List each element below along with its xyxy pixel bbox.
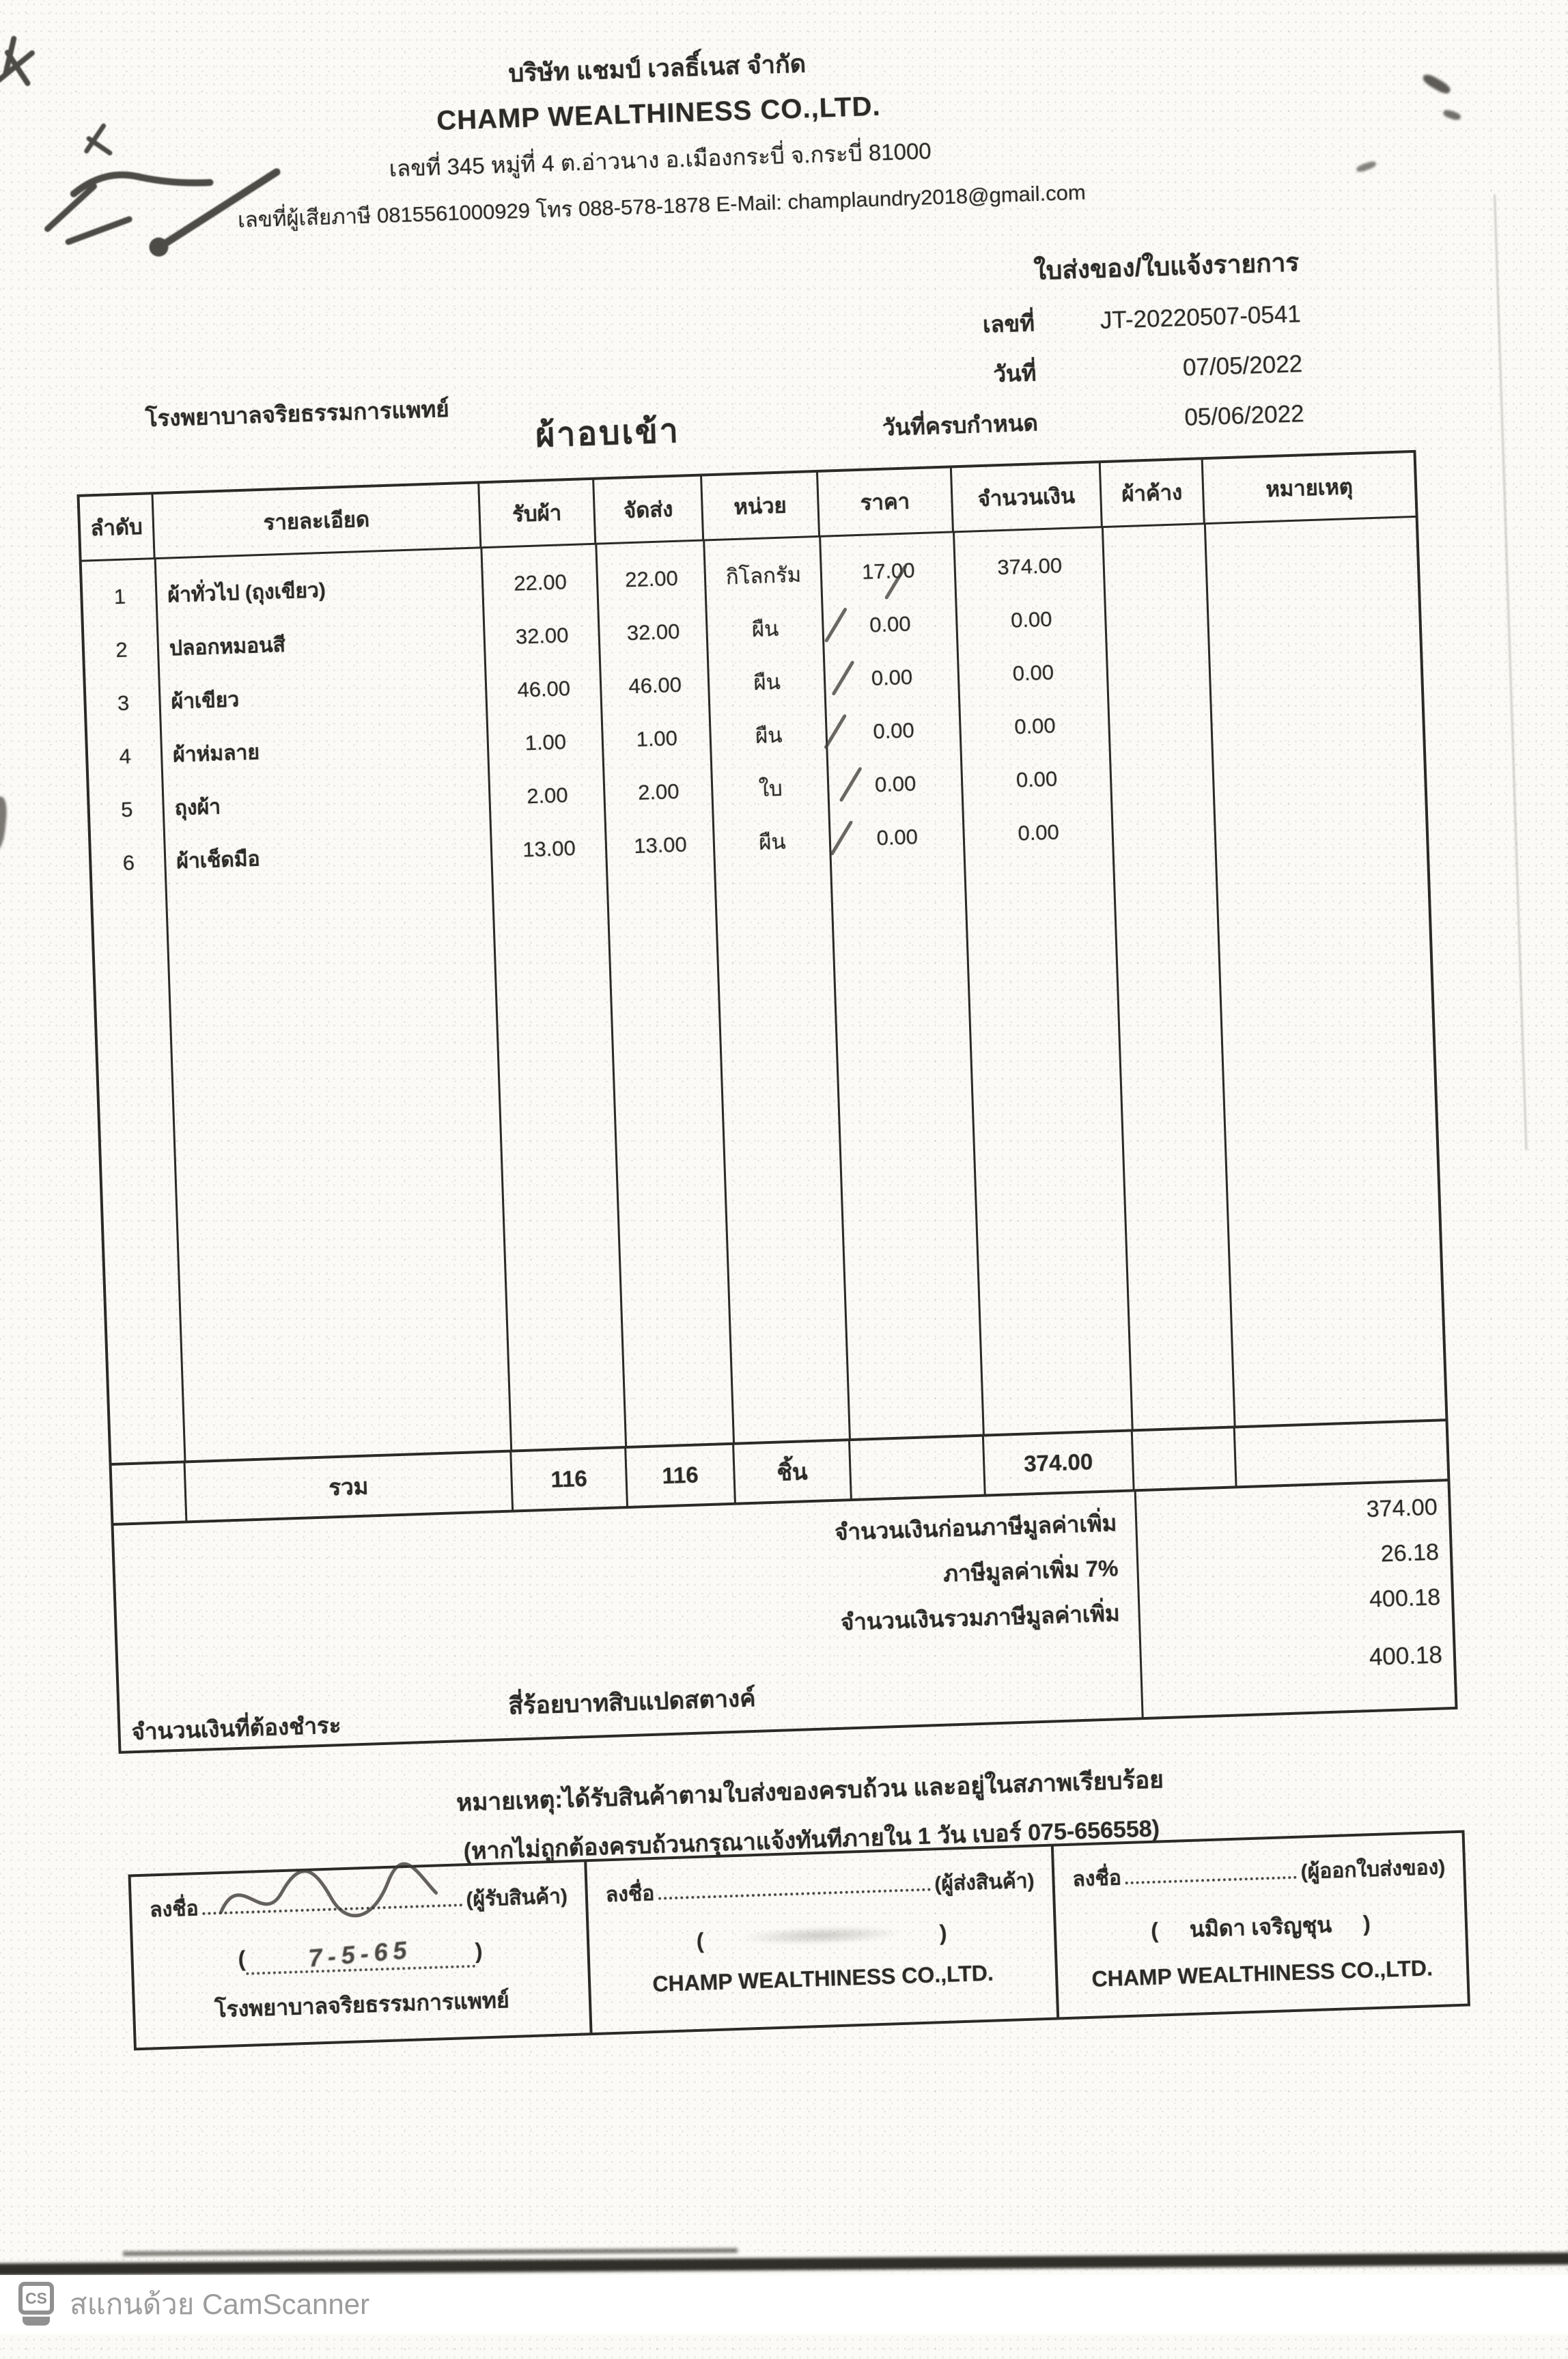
signature-box-sender [587, 1844, 1059, 2036]
camscanner-footer [0, 2275, 1568, 2334]
paren-open: ( [238, 1946, 246, 1972]
doc-due-value: 05/06/2022 [1184, 400, 1305, 432]
cell-amount: 0.00 [1010, 606, 1053, 632]
summary-section [114, 1481, 1455, 1751]
doc-no-label: เลขที่ [982, 310, 1035, 337]
cell-no: 6 [122, 850, 135, 875]
col-header-unit: หน่วย [702, 473, 820, 540]
cell-unit: ผืน [753, 669, 781, 695]
summary-grandtotal-value: 400.18 [1369, 1584, 1441, 1613]
col-header-delivered: จัดส่ง [594, 477, 704, 543]
sign-prefix: ลงชื่อ [1072, 1867, 1122, 1891]
paren-close: ) [1362, 1911, 1371, 1936]
signer-name: นมิดา เจริญชุน [1189, 1912, 1332, 1942]
cell-unit: ใบ [758, 776, 783, 802]
scan-smudge [1421, 72, 1453, 96]
handwritten-signature [212, 1856, 447, 1931]
paren-open: ( [1150, 1918, 1159, 1943]
summary-vat-value: 26.18 [1380, 1539, 1440, 1567]
summary-subtotal-value: 374.00 [1366, 1494, 1438, 1523]
cell-no: 3 [117, 690, 130, 716]
faded-name-smudge [740, 1924, 904, 1947]
company-taxid-line: เลขที่ผู้เสียภาษี 0815561000929 โทร 088-578-1878 E-Mail: champlaundry2018@gmail.com [237, 180, 1087, 232]
cell-unit: ผืน [758, 829, 787, 855]
cell-received: 2.00 [526, 783, 569, 809]
sign-role: (ผู้รับสินค้า) [465, 1885, 568, 1912]
cell-received: 46.00 [516, 676, 571, 702]
cell-price: 0.00 [871, 665, 913, 690]
col-header-no: ลำดับ [80, 494, 156, 560]
col-header-amount: จำนวนเงิน [952, 463, 1103, 531]
company-address: เลขที่ 345 หมู่ที่ 4 ต.อ่าวนาง อ.เมืองกระบี่ จ.กระบี่ 81000 [389, 138, 932, 182]
signer-organization: CHAMP WEALTHINESS CO.,LTD. [652, 1960, 994, 1997]
col-header-description: รายละเอียด [154, 484, 482, 557]
scan-smudge [0, 796, 9, 852]
cell-no: 5 [120, 797, 133, 822]
cell-amount: 374.00 [996, 553, 1063, 580]
cell-delivered: 13.00 [633, 832, 688, 859]
cell-description: ถุงผ้า [174, 795, 221, 820]
cell-no: 1 [113, 584, 126, 609]
cell-delivered: 22.00 [624, 566, 679, 592]
total-unit: ชิ้น [734, 1441, 852, 1503]
company-header [76, 29, 1243, 242]
sign-role: (ผู้ออกใบส่งของ) [1300, 1856, 1446, 1884]
camscanner-label: สแกนด้วย CamScanner [70, 2288, 370, 2320]
amount-due-label: จำนวนเงินที่ต้องชำระ [130, 1712, 341, 1745]
signature-section [128, 1830, 1470, 2051]
cell-delivered: 32.00 [626, 619, 680, 645]
cell-description: ผ้าห่มลาย [172, 740, 260, 766]
total-received: 116 [512, 1449, 628, 1510]
cell-amount: 0.00 [1016, 766, 1058, 792]
company-name-th: บริษัท แชมป์ เวลธิ์เนส จำกัด [507, 49, 807, 87]
paren-open: ( [696, 1928, 705, 1953]
cell-unit: ผืน [751, 616, 779, 642]
cell-description: ผ้าเขียว [171, 688, 240, 713]
sign-role: (ผู้ส่งสินค้า) [934, 1869, 1035, 1896]
signature-box-issuer [1054, 1830, 1470, 2020]
cell-price: 17.00 [861, 558, 916, 584]
summary-grandtotal-label: จำนวนเงินรวมภาษีมูลค่าเพิ่ม [840, 1600, 1121, 1635]
col-header-pending: ผ้าค้าง [1101, 460, 1205, 526]
cell-delivered: 2.00 [637, 779, 680, 805]
signer-organization: โรงพยาบาลจริยธรรมการแพทย์ [214, 1987, 510, 2022]
summary-subtotal-label: จำนวนเงินก่อนภาษีมูลค่าเพิ่ม [834, 1510, 1117, 1545]
doc-due-label: วันที่ครบกำหนด [882, 410, 1039, 441]
note-line-1: หมายเหตุ:ได้รับสินค้าตามใบส่งของครบถ้วน และอยู่ในสภาพเรียบร้อย [456, 1766, 1164, 1817]
company-name-en: CHAMP WEALTHINESS CO.,LTD. [436, 91, 882, 137]
cell-amount: 0.00 [1013, 713, 1056, 739]
cell-received: 1.00 [524, 729, 567, 755]
cell-price: 0.00 [876, 824, 919, 850]
cell-no: 4 [118, 744, 132, 769]
cell-delivered: 1.00 [636, 725, 678, 751]
col-header-received: รับผ้า [479, 480, 596, 547]
signature-box-receiver [128, 1859, 592, 2050]
col-header-remark: หมายเหตุ [1265, 474, 1354, 502]
cell-amount: 0.00 [1017, 820, 1060, 846]
doc-date-value: 07/05/2022 [1182, 350, 1303, 382]
document-subject: ผ้าอบเข้า [535, 413, 681, 454]
total-label: รวม [186, 1453, 514, 1521]
signature-line [658, 1871, 931, 1900]
handwritten-date: 7-5-65 [307, 1935, 414, 1972]
customer-name: โรงพยาบาลจริยธรรมการแพทย์ [145, 395, 450, 432]
cell-price: 0.00 [874, 771, 916, 797]
scan-smudge [1356, 160, 1377, 173]
cell-unit: ผืน [755, 723, 783, 749]
doc-no-value: JT-20220507-0541 [1100, 301, 1302, 335]
paper-fold-line [1494, 195, 1527, 1150]
scan-smudge [1442, 109, 1461, 122]
col-header-price: ราคา [818, 468, 954, 535]
summary-vat-label: ภาษีมูลค่าเพิ่ม 7% [942, 1555, 1119, 1587]
amount-due-value: 400.18 [1369, 1641, 1443, 1671]
paren-close: ) [939, 1920, 947, 1946]
cell-description: ผ้าเช็ดมือ [176, 847, 261, 873]
cell-no: 2 [115, 637, 128, 662]
table-body [82, 518, 1446, 1463]
cell-description: ผ้าทั่วไป (ถุงเขียว) [167, 578, 326, 607]
cell-delivered: 46.00 [628, 672, 682, 699]
signature-line [1125, 1858, 1297, 1884]
total-delivered: 116 [626, 1445, 736, 1506]
sign-prefix: ลงชื่อ [149, 1897, 199, 1922]
doc-date-label: วันที่ [992, 360, 1037, 387]
cell-received: 13.00 [522, 835, 576, 862]
paren-close: ) [475, 1938, 484, 1964]
camscanner-icon: CS [18, 2282, 55, 2327]
total-amount: 374.00 [984, 1432, 1135, 1494]
signer-organization: CHAMP WEALTHINESS CO.,LTD. [1091, 1955, 1433, 1992]
note-line-2: (หากไม่ถูกต้องครบถ้วนกรุณาแจ้งทันทีภายใน 1 วัน เบอร์ 075-656558) [463, 1815, 1160, 1865]
cell-price: 0.00 [869, 611, 912, 637]
sign-prefix: ลงชื่อ [605, 1882, 655, 1907]
cell-amount: 0.00 [1012, 660, 1054, 686]
cell-description: ปลอกหมอนสี [169, 633, 286, 660]
cell-unit: กิโลกรัม [725, 562, 802, 589]
cell-received: 22.00 [513, 570, 568, 596]
amount-in-words: สี่ร้อยบาทสิบแปดสตางค์ [508, 1684, 757, 1720]
document-title: ใบส่งของ/ใบแจ้งรายการ [1033, 248, 1300, 285]
cell-received: 32.00 [515, 623, 570, 649]
cell-price: 0.00 [872, 718, 915, 744]
items-table [76, 450, 1457, 1754]
